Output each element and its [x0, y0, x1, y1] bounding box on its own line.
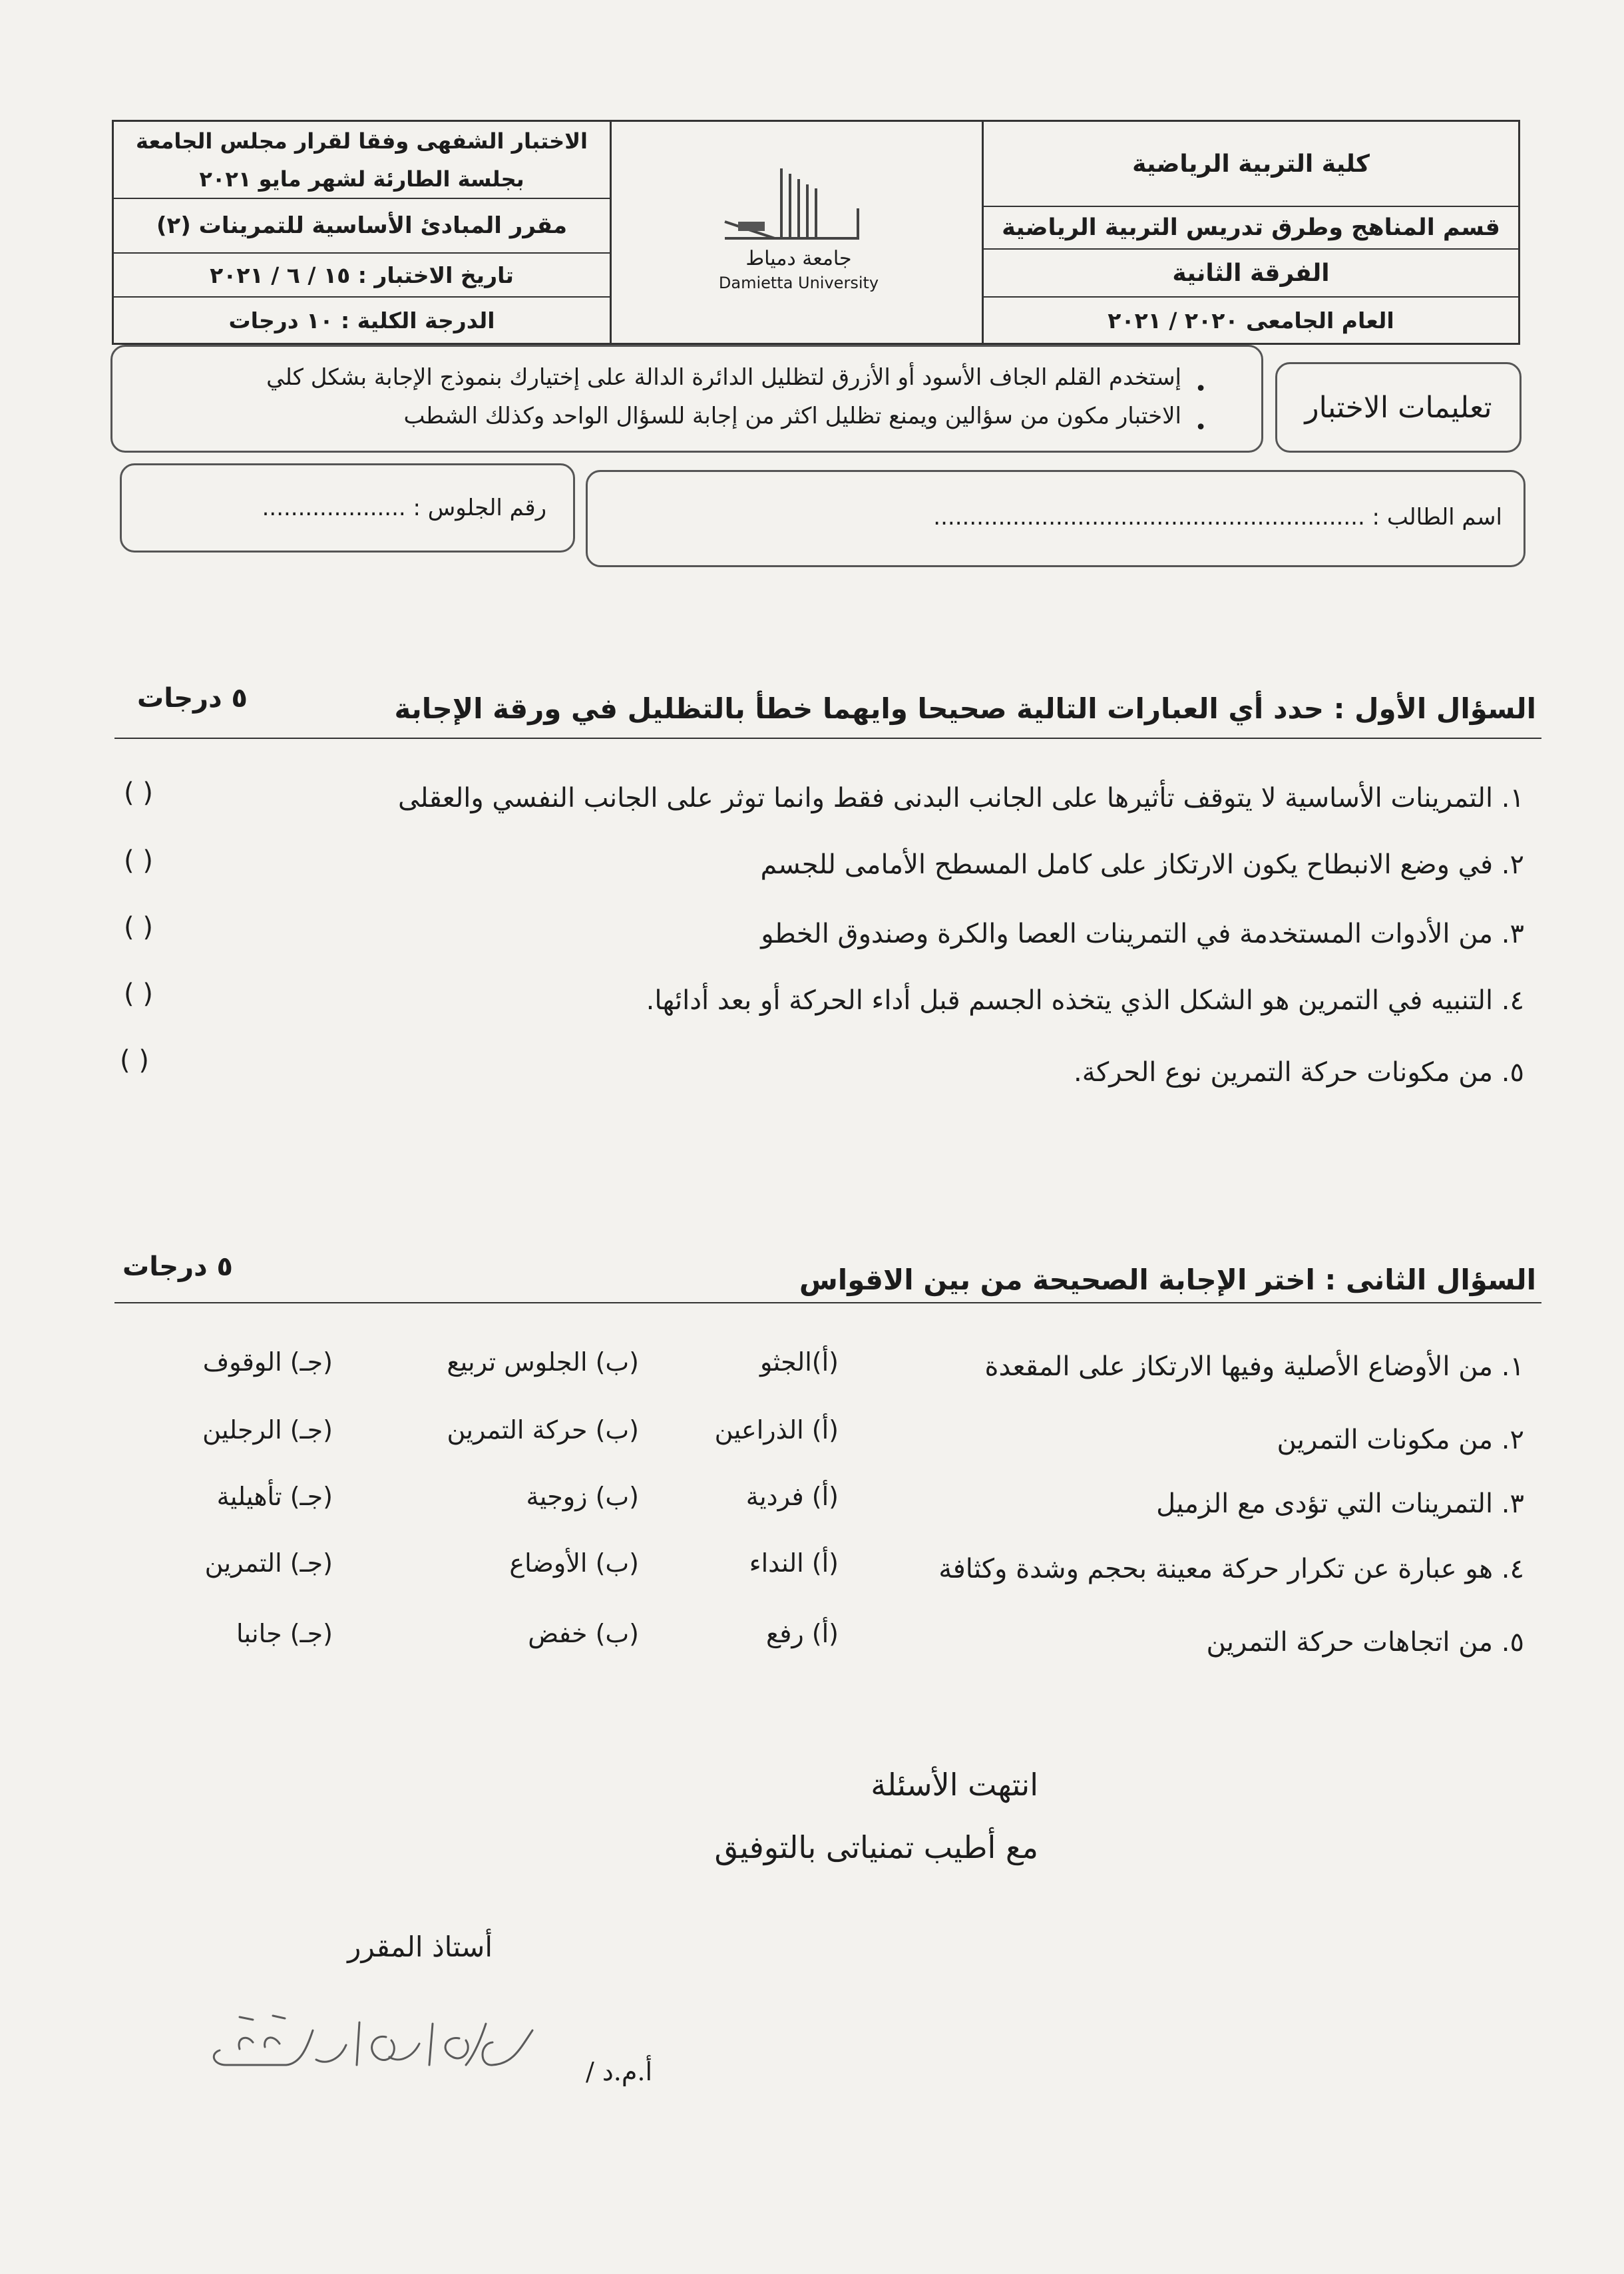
question1-marks: ٥ درجات	[137, 683, 248, 714]
answer-blank: ( )	[124, 979, 153, 1009]
question2-title: السؤال الثانى : اختر الإجابة الصحيحة من بين الاقواس	[799, 1263, 1536, 1296]
answer-blank: ( )	[124, 778, 153, 808]
student-name-field[interactable]: اسم الطالب : ............................................................	[933, 504, 1502, 531]
instructor-label: أستاذ المقرر	[347, 1931, 493, 1963]
answer-blank: ( )	[120, 1045, 149, 1076]
q2-option-c: (جـ) التمرين	[204, 1548, 333, 1578]
q2-option-b: (ب) الجلوس تربيع	[447, 1347, 639, 1377]
q2-option-a: (أ) رفع	[765, 1619, 839, 1648]
bullet-icon: •	[1195, 377, 1207, 401]
q2-option-b: (ب) الأوضاع	[509, 1548, 639, 1578]
q2-option-b: (ب) حركة التمرين	[447, 1415, 639, 1445]
exam-type: الاختبار الشفهى وفقا لقرار مجلس الجامعة	[136, 128, 588, 154]
end-of-questions: انتهت الأسئلة	[871, 1767, 1038, 1803]
instructions-title: تعليمات الاختبار	[1305, 390, 1492, 425]
bullet-icon: •	[1195, 416, 1207, 439]
damietta-logo-icon	[612, 122, 986, 343]
exam-date: تاريخ الاختبار : ١٥ / ٦ / ٢٠٢١	[114, 254, 610, 298]
academic-year: العام الجامعى ٢٠٢٠ / ٢٠٢١	[1108, 307, 1394, 334]
header-college-info	[982, 122, 1518, 343]
logo-english-text: Damietta University	[718, 274, 879, 292]
grade-level: الفرقة الثانية	[984, 250, 1518, 298]
q2-option-c: (جـ) تأهيلية	[216, 1482, 333, 1511]
seat-number-box[interactable]	[120, 463, 575, 553]
q2-option-a: (أ) الذراعين	[714, 1415, 839, 1445]
divider	[114, 738, 1541, 739]
q1-statement: ١. التمرينات الأساسية لا يتوقف تأثيرها على الجانب البدنى فقط وانما توثر على الجانب النفسي والعقلى	[397, 783, 1524, 813]
instruction-item: الاختبار مكون من سؤالين ويمنع تظليل اكثر من إجابة للسؤال الواحد وكذلك الشطب	[403, 403, 1181, 429]
logo-arabic-text: جامعة دمياط	[745, 247, 852, 270]
q2-option-a: (أ)الجثو	[760, 1347, 839, 1377]
q2-item: ١. من الأوضاع الأصلية وفيها الارتكاز على المقعدة	[984, 1351, 1524, 1382]
q1-statement: ٣. من الأدوات المستخدمة في التمرينات العصا والكرة وصندوق الخطو	[761, 919, 1524, 949]
q2-option-c: (جـ) جانبا	[236, 1619, 333, 1648]
q1-statement: ٤. التنبيه في التمرين هو الشكل الذي يتخذه الجسم قبل أداء الحركة أو بعد أدائها.	[646, 985, 1524, 1016]
q2-option-c: (جـ) الوقوف	[202, 1347, 333, 1377]
exam-session: بجلسة الطارئة لشهر مايو ٢٠٢١	[114, 160, 610, 199]
instructions-title-box	[1275, 362, 1522, 453]
total-marks: الدرجة الكلية : ١٠ درجات	[228, 307, 495, 334]
university-logo	[612, 122, 986, 343]
instruction-item: إستخدم القلم الجاف الأسود أو الأزرق لتظليل الدائرة الدالة على إختيارك بنموذج الإجابة بشكل كلي	[266, 364, 1181, 391]
header-exam-info	[114, 122, 612, 343]
q2-option-c: (جـ) الرجلين	[202, 1415, 333, 1445]
q2-item: ٣. التمرينات التي تؤدى مع الزميل	[1156, 1488, 1524, 1519]
department-name: قسم المناهج وطرق تدريس التربية الرياضية	[984, 207, 1518, 250]
divider	[114, 1302, 1541, 1303]
course-name: مقرر المبادئ الأساسية للتمرينات (٢)	[114, 199, 610, 254]
instructor-prefix: أ.م.د /	[585, 2057, 652, 2086]
exam-header-table	[112, 120, 1520, 345]
answer-blank: ( )	[124, 912, 153, 943]
q2-option-b: (ب) زوجية	[526, 1482, 639, 1511]
seat-number-field[interactable]: رقم الجلوس : ....................	[262, 495, 546, 521]
instructor-signature	[200, 2004, 546, 2084]
instructions-box	[110, 345, 1263, 453]
q2-item: ٢. من مكونات التمرين	[1277, 1425, 1524, 1455]
good-luck-message: مع أطيب تمنياتى بالتوفيق	[714, 1829, 1038, 1865]
answer-blank: ( )	[124, 845, 153, 876]
college-name: كلية التربية الرياضية	[984, 122, 1518, 207]
q2-item: ٤. هو عبارة عن تكرار حركة معينة بحجم وشدة وكثافة	[938, 1554, 1524, 1584]
q2-option-b: (ب) خفض	[528, 1619, 639, 1648]
q2-option-a: (أ) النداء	[749, 1548, 839, 1578]
q1-statement: ٢. في وضع الانبطاح يكون الارتكاز على كامل المسطح الأمامى للجسم	[760, 849, 1524, 880]
student-name-box[interactable]	[586, 470, 1525, 567]
question2-marks: ٥ درجات	[122, 1251, 233, 1282]
q2-option-a: (أ) فردية	[745, 1482, 839, 1511]
q2-item: ٥. من اتجاهات حركة التمرين	[1206, 1627, 1524, 1658]
question1-title: السؤال الأول : حدد أي العبارات التالية صحيحا وايهما خطأ بالتظليل في ورقة الإجابة	[394, 692, 1536, 725]
q1-statement: ٥. من مكونات حركة التمرين نوع الحركة.	[1073, 1057, 1524, 1088]
